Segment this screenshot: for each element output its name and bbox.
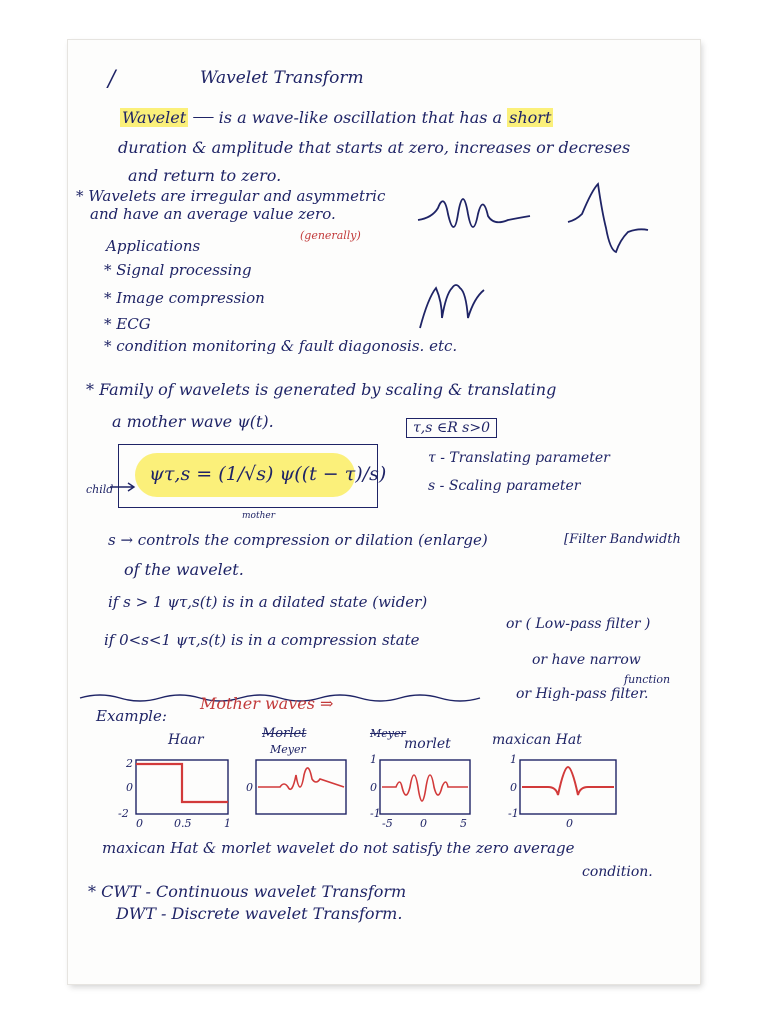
tick-label: -5 — [382, 817, 393, 830]
tick-label: 0 — [126, 781, 133, 794]
condition-word: condition. — [582, 864, 653, 880]
tick-label: 1 — [370, 753, 377, 766]
tick-label: -1 — [508, 807, 519, 820]
mexican-hat-wave — [522, 767, 614, 795]
zero-average-line: maxican Hat & morlet wavelet do not satisfy the zero average — [102, 839, 575, 857]
cwt-line: * CWT - Continuous wavelet Transform — [88, 882, 407, 901]
tick-label: 0 — [370, 781, 377, 794]
high-pass-line: or High-pass filter. — [516, 686, 649, 702]
haar-title: Haar — [168, 732, 204, 748]
tick-label: 0.5 — [174, 817, 192, 830]
page-title: Wavelet Transform — [200, 68, 364, 88]
scale-line-1: s → controls the compression or dilation (enlarge) — [108, 531, 488, 549]
tick-label: 0 — [420, 817, 427, 830]
wavelet-highlight: Wavelet — [122, 108, 187, 127]
filter-bandwidth: [Filter Bandwidth — [564, 532, 681, 547]
wavelet-sketches — [68, 40, 700, 360]
generally-note: (generally) — [300, 229, 361, 242]
tick-label: 1 — [510, 753, 517, 766]
irregular-note-1: * Wavelets are irregular and asymmetric — [76, 187, 386, 205]
wavy-divider — [68, 686, 700, 706]
mexican-hat-title: maxican Hat — [492, 732, 582, 748]
compression-line: if 0<s<1 ψτ,s(t) is in a compression state — [104, 631, 420, 649]
application-item: * Signal processing — [104, 261, 252, 279]
mother-waves-label: Mother waves ⇒ — [200, 694, 334, 713]
dilated-line: if s > 1 ψτ,s(t) is in a dilated state (wider) — [108, 593, 428, 611]
struck-word: Morlet — [262, 726, 307, 741]
narrow-line: or have narrow — [532, 652, 641, 668]
application-item: * ECG — [104, 315, 151, 333]
application-item: * condition monitoring & fault diagonosis. etc. — [104, 337, 458, 355]
meyer-wave — [258, 768, 344, 789]
short-highlight: short — [509, 108, 552, 127]
mother-label: mother — [242, 511, 275, 521]
tick-label: 2 — [126, 757, 133, 770]
function-word: function — [624, 673, 671, 686]
tick-label: 1 — [224, 817, 231, 830]
tick-label: 0 — [246, 781, 253, 794]
irregular-note-2: and have an average value zero. — [90, 205, 336, 223]
tick-label: -2 — [118, 807, 129, 820]
dwt-line: DWT - Discrete wavelet Transform. — [116, 904, 403, 923]
wavelet-formula: ψτ,s = (1/√s) ψ((t − τ)/s) — [149, 463, 387, 485]
applications-heading: Applications — [106, 237, 201, 255]
formula-box — [118, 444, 387, 508]
margin-mark: / — [108, 67, 116, 92]
tau-definition: τ - Translating parameter — [428, 450, 610, 466]
parameter-box: τ,s ∈R s>0 — [406, 418, 497, 438]
morlet-title: morlet — [404, 736, 451, 752]
family-line-2: a mother wave ψ(t). — [112, 412, 274, 431]
example-label: Example: — [96, 707, 167, 725]
notebook-page — [68, 40, 700, 984]
morlet-wave — [382, 775, 468, 801]
intro-line-3: and return to zero. — [128, 166, 282, 185]
meyer-title: Meyer — [270, 743, 306, 756]
s-definition: s - Scaling parameter — [428, 478, 581, 494]
tick-label: -1 — [370, 807, 381, 820]
family-line-1: * Family of wavelets is generated by scaling & translating — [86, 380, 557, 399]
tick-label: 5 — [460, 817, 467, 830]
tick-label: 0 — [136, 817, 143, 830]
intro-line-2: duration & amplitude that starts at zero, increases or decreses — [118, 138, 631, 157]
child-label: child — [86, 483, 114, 496]
intro-line-1: Wavelet is a wave-like oscillation that has a short — [122, 108, 552, 127]
tick-label: 0 — [566, 817, 573, 830]
tick-label: 0 — [510, 781, 517, 794]
application-item: * Image compression — [104, 289, 265, 307]
haar-wave — [136, 764, 228, 802]
struck-word: Meyer — [370, 727, 406, 740]
low-pass-line: or ( Low-pass filter ) — [506, 616, 651, 632]
scale-line-2: of the wavelet. — [124, 560, 244, 579]
